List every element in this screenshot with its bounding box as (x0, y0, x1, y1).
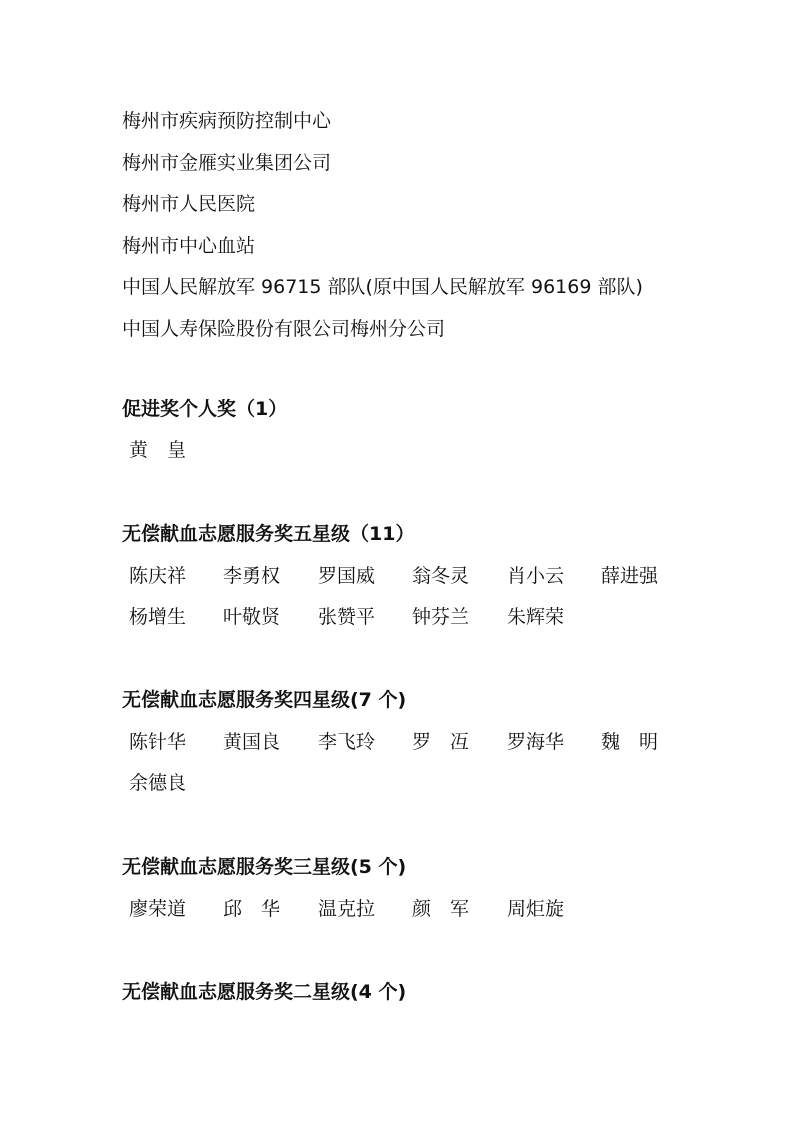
organization-list (122, 101, 643, 351)
person-name: 陈针华 (129, 731, 187, 753)
section-title-three-star: 无偿献血志愿服务奖三星级(5 个) (122, 856, 407, 878)
person-name: 罗国威 (318, 565, 376, 587)
organization-item: 梅州市疾病预防控制中心 (122, 110, 332, 132)
person-name: 余德良 (129, 772, 187, 794)
person-name: 黄国良 (223, 731, 281, 753)
person-name: 黄 皇 (129, 439, 187, 461)
person-name: 周炬旋 (507, 898, 565, 920)
person-name: 翁冬灵 (412, 565, 470, 587)
person-name: 钟芬兰 (412, 606, 470, 628)
person-name: 魏 明 (601, 731, 659, 753)
person-name: 肖小云 (507, 565, 565, 587)
person-name: 杨增生 (129, 606, 187, 628)
person-name: 罗 冱 (412, 731, 470, 753)
organization-item: 梅州市人民医院 (122, 193, 256, 216)
person-name: 陈庆祥 (129, 565, 187, 587)
person-name: 叶敬贤 (223, 606, 281, 628)
organization-item: 梅州市中心血站 (122, 234, 256, 257)
organization-item: 中国人民解放军 96715 部队(原中国人民解放军 96169 部队) (122, 276, 643, 299)
section-title-two-star: 无偿献血志愿服务奖二星级(4 个) (122, 981, 407, 1003)
person-name: 颜 军 (412, 898, 470, 920)
person-name: 李勇权 (223, 565, 281, 587)
organization-item: 梅州市金雁实业集团公司 (122, 151, 332, 174)
person-name: 张赞平 (318, 606, 376, 628)
section-title-promotion-individual: 促进奖个人奖（1） (122, 398, 288, 420)
person-name: 罗海华 (507, 731, 565, 753)
person-name: 温克拉 (318, 898, 376, 920)
section-title-four-star: 无偿献血志愿服务奖四星级(7 个) (122, 689, 407, 711)
organization-item: 中国人寿保险股份有限公司梅州分公司 (122, 317, 446, 340)
person-name: 李飞玲 (318, 731, 376, 753)
person-name: 薛进强 (601, 565, 659, 587)
person-name: 廖荣道 (129, 898, 187, 920)
person-name: 邱 华 (223, 898, 281, 920)
person-name: 朱辉荣 (507, 606, 565, 628)
section-title-five-star: 无偿献血志愿服务奖五星级（11） (122, 523, 415, 545)
